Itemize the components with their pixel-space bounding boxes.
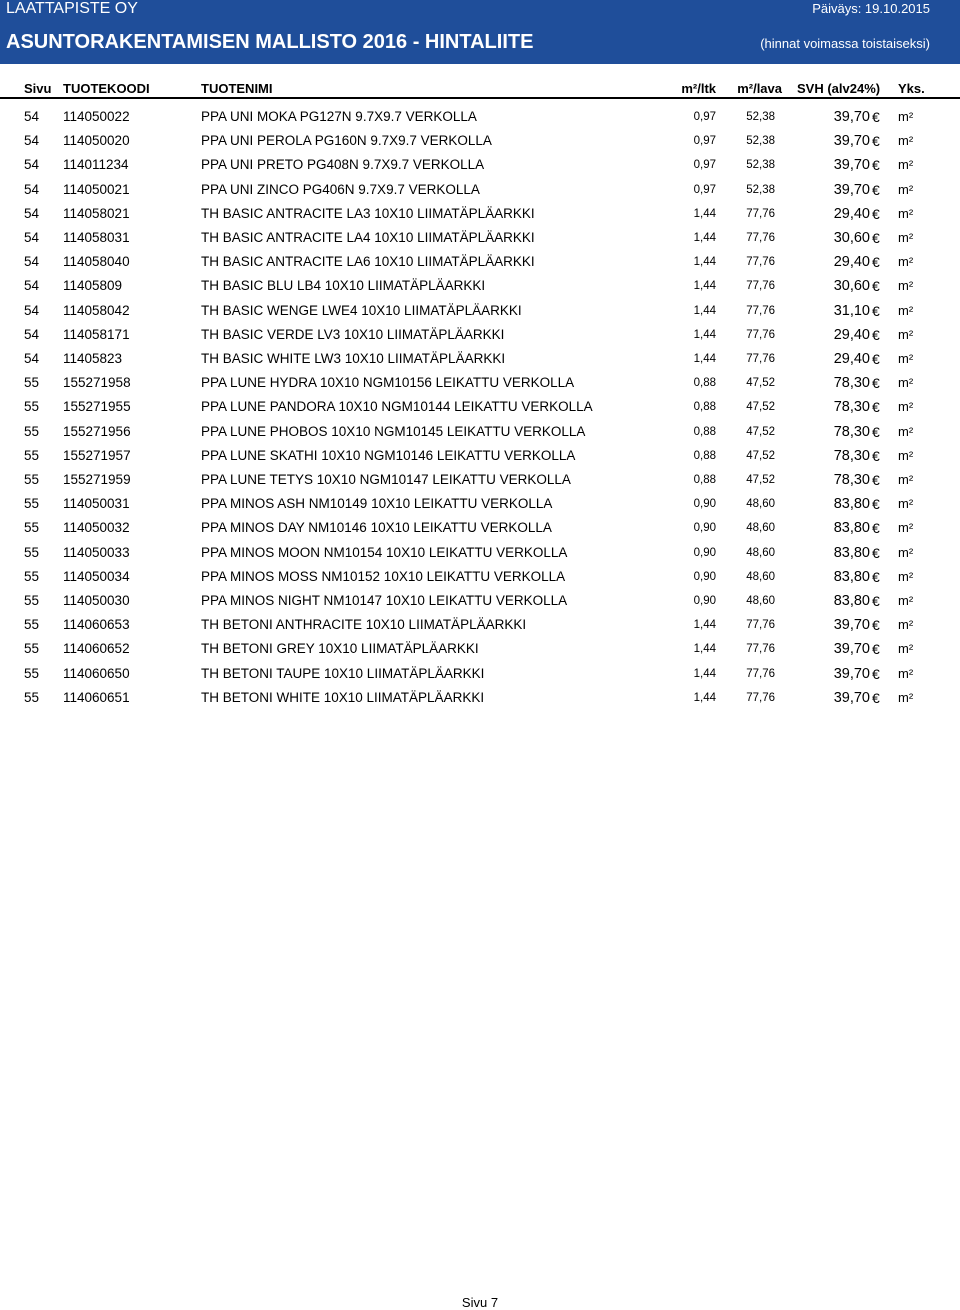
table-row: [0, 228, 960, 248]
row-m2-per-pallet: 77,76: [746, 232, 775, 244]
row-unit: m²: [898, 496, 914, 512]
row-currency: €: [872, 205, 880, 222]
row-currency: €: [872, 568, 880, 585]
company-name: LAATTAPISTE OY: [6, 0, 138, 17]
row-page: 55: [24, 617, 40, 633]
row-product-name: PPA MINOS MOON NM10154 10X10 LEIKATTU VERKOLLA: [201, 544, 568, 560]
row-page: 54: [24, 205, 40, 221]
row-price: 83,80: [833, 496, 870, 513]
row-unit: m²: [898, 399, 914, 415]
row-currency: €: [872, 641, 880, 658]
row-price: 78,30: [833, 375, 870, 392]
row-m2-per-box: 1,44: [693, 280, 716, 293]
table-row: [0, 664, 960, 684]
row-price: 78,30: [833, 447, 870, 464]
row-currency: €: [872, 617, 880, 634]
row-currency: €: [872, 593, 880, 609]
row-page: 54: [24, 278, 40, 294]
row-currency: €: [872, 520, 880, 537]
row-m2-per-box: 0,88: [693, 377, 716, 390]
document-date: Päiväys: 19.10.2015: [812, 1, 930, 16]
row-unit: m²: [898, 109, 914, 124]
row-unit: m²: [898, 641, 914, 657]
row-m2-per-box: 0,97: [693, 135, 716, 148]
row-product-name: TH BETONI ANTHRACITE 10X10 LIIMATÄPLÄARKKI: [201, 617, 527, 633]
row-m2-per-pallet: 48,60: [746, 546, 775, 559]
row-m2-per-box: 0,97: [693, 111, 716, 123]
row-price: 29,40: [833, 254, 870, 271]
row-price: 39,70: [833, 665, 870, 682]
row-currency: €: [872, 423, 880, 440]
row-product-name: PPA MINOS ASH NM10149 10X10 LEIKATTU VERKOLLA: [201, 496, 553, 512]
row-page: 54: [24, 254, 40, 270]
row-currency: €: [872, 399, 880, 416]
row-product-code: 155271958: [63, 375, 131, 391]
row-unit: m²: [898, 447, 914, 463]
row-unit: m²: [898, 326, 914, 342]
row-page: 54: [24, 326, 40, 342]
row-product-name: PPA UNI MOKA PG127N 9.7X9.7 VERKOLLA: [201, 109, 477, 124]
row-m2-per-box: 1,44: [693, 256, 716, 269]
row-currency: €: [872, 351, 880, 367]
table-row: [0, 155, 960, 175]
row-price: 39,70: [833, 617, 870, 634]
row-currency: €: [872, 157, 880, 174]
row-m2-per-pallet: 48,60: [746, 595, 775, 607]
row-unit: m²: [898, 157, 914, 173]
table-row: [0, 252, 960, 272]
row-m2-per-box: 0,88: [693, 401, 716, 414]
row-price: 39,70: [833, 109, 870, 125]
row-unit: m²: [898, 689, 914, 705]
row-product-code: 114060650: [63, 665, 130, 681]
row-m2-per-pallet: 47,52: [746, 474, 775, 486]
row-product-name: TH BETONI GREY 10X10 LIIMATÄPLÄARKKI: [201, 641, 479, 657]
row-product-code: 114060652: [63, 641, 130, 657]
row-price: 78,30: [833, 399, 870, 416]
row-m2-per-box: 1,44: [693, 691, 716, 704]
row-price: 31,10: [833, 302, 870, 319]
row-unit: m²: [898, 351, 914, 366]
row-currency: €: [872, 496, 880, 513]
row-product-code: 11405809: [63, 278, 123, 294]
row-m2-per-pallet: 77,76: [746, 353, 775, 365]
row-price: 39,70: [833, 641, 870, 658]
row-m2-per-box: 0,90: [693, 522, 716, 535]
row-product-code: 114060653: [63, 617, 130, 633]
row-currency: €: [872, 544, 880, 561]
table-row: [0, 446, 960, 466]
row-m2-per-pallet: 47,52: [746, 377, 775, 390]
document-title: ASUNTORAKENTAMISEN MALLISTO 2016 - HINTALIITE: [6, 31, 534, 53]
row-m2-per-pallet: 77,76: [746, 207, 775, 220]
row-page: 55: [24, 472, 40, 487]
row-product-code: 114011234: [63, 157, 129, 173]
row-unit: m²: [898, 181, 914, 197]
row-product-name: PPA LUNE PHOBOS 10X10 NGM10145 LEIKATTU VERKOLLA: [201, 423, 586, 439]
row-m2-per-box: 1,44: [693, 328, 716, 341]
row-page: 54: [24, 109, 40, 124]
row-page: 55: [24, 593, 40, 608]
row-currency: €: [872, 326, 880, 343]
row-m2-per-box: 1,44: [693, 619, 716, 632]
row-product-name: PPA LUNE TETYS 10X10 NGM10147 LEIKATTU VERKOLLA: [201, 472, 571, 487]
row-m2-per-pallet: 47,52: [746, 401, 775, 414]
column-header-m2-per-box: m²/ltk: [681, 81, 716, 96]
header-divider: [0, 97, 960, 99]
row-product-name: TH BASIC ANTRACITE LA6 10X10 LIIMATÄPLÄARKKI: [201, 254, 535, 270]
row-price: 83,80: [833, 520, 870, 537]
row-currency: €: [872, 665, 880, 682]
row-price: 78,30: [833, 472, 870, 488]
row-page: 55: [24, 447, 40, 463]
row-m2-per-box: 0,88: [693, 474, 716, 486]
row-m2-per-pallet: 77,76: [746, 256, 775, 269]
row-product-code: 114050032: [63, 520, 130, 536]
row-unit: m²: [898, 375, 914, 391]
row-product-name: PPA LUNE PANDORA 10X10 NGM10144 LEIKATTU VERKOLLA: [201, 399, 593, 415]
table-row: [0, 688, 960, 708]
row-unit: m²: [898, 133, 914, 149]
row-m2-per-box: 0,90: [693, 498, 716, 511]
column-header-page: Sivu: [24, 81, 52, 96]
row-price: 39,70: [833, 133, 870, 150]
row-currency: €: [872, 689, 880, 706]
row-product-code: 114050020: [63, 133, 130, 149]
row-m2-per-pallet: 52,38: [746, 111, 775, 123]
row-price: 39,70: [833, 689, 870, 706]
row-m2-per-pallet: 47,52: [746, 449, 775, 462]
row-unit: m²: [898, 544, 914, 560]
row-page: 55: [24, 544, 40, 560]
row-product-code: 11405823: [63, 351, 123, 366]
row-m2-per-box: 0,88: [693, 425, 716, 438]
row-page: 55: [24, 568, 40, 584]
header-band: [0, 0, 960, 64]
table-row: [0, 494, 960, 514]
row-page: 55: [24, 399, 40, 415]
row-product-name: TH BASIC ANTRACITE LA3 10X10 LIIMATÄPLÄARKKI: [201, 205, 535, 221]
row-product-code: 114058042: [63, 302, 130, 318]
row-product-name: PPA MINOS DAY NM10146 10X10 LEIKATTU VERKOLLA: [201, 520, 552, 536]
row-m2-per-box: 0,90: [693, 595, 716, 607]
row-product-code: 155271959: [63, 472, 131, 487]
table-row: [0, 543, 960, 563]
row-m2-per-pallet: 52,38: [746, 183, 775, 196]
row-product-name: TH BASIC ANTRACITE LA4 10X10 LIIMATÄPLÄARKKI: [201, 230, 535, 245]
row-page: 55: [24, 520, 40, 536]
row-product-code: 114058171: [63, 326, 130, 342]
row-m2-per-box: 0,97: [693, 183, 716, 196]
row-unit: m²: [898, 472, 914, 487]
row-price: 39,70: [833, 157, 870, 174]
row-price: 30,60: [833, 230, 870, 246]
table-row: [0, 373, 960, 393]
column-header-m2-per-pallet: m²/lava: [737, 81, 782, 96]
row-currency: €: [872, 230, 880, 246]
row-product-code: 114060651: [63, 689, 130, 705]
row-product-name: PPA LUNE SKATHI 10X10 NGM10146 LEIKATTU VERKOLLA: [201, 447, 576, 463]
row-page: 55: [24, 375, 40, 391]
row-product-name: PPA LUNE HYDRA 10X10 NGM10156 LEIKATTU VERKOLLA: [201, 375, 575, 391]
row-currency: €: [872, 181, 880, 198]
row-m2-per-pallet: 77,76: [746, 643, 775, 656]
table-row: [0, 397, 960, 417]
row-product-code: 114050030: [63, 593, 130, 608]
price-validity-note: (hinnat voimassa toistaiseksi): [760, 36, 930, 51]
row-currency: €: [872, 472, 880, 488]
table-row: [0, 567, 960, 587]
row-m2-per-pallet: 77,76: [746, 304, 775, 317]
row-page: 54: [24, 181, 40, 197]
row-unit: m²: [898, 665, 914, 681]
row-product-code: 114058021: [63, 205, 130, 221]
row-m2-per-box: 1,44: [693, 643, 716, 656]
row-price: 29,40: [833, 205, 870, 222]
table-row: [0, 107, 960, 127]
row-unit: m²: [898, 230, 914, 245]
row-product-code: 114050021: [63, 181, 130, 197]
row-product-name: PPA UNI PRETO PG408N 9.7X9.7 VERKOLLA: [201, 157, 485, 173]
row-price: 83,80: [833, 544, 870, 561]
row-m2-per-box: 1,44: [693, 667, 716, 680]
table-row: [0, 518, 960, 538]
row-m2-per-pallet: 77,76: [746, 328, 775, 341]
row-page: 55: [24, 665, 40, 681]
row-page: 55: [24, 423, 40, 439]
row-m2-per-pallet: 48,60: [746, 522, 775, 535]
row-unit: m²: [898, 278, 914, 294]
column-header-name: TUOTENIMI: [201, 81, 273, 96]
column-header-price: SVH (alv24%): [797, 81, 881, 96]
row-product-name: PPA UNI PEROLA PG160N 9.7X9.7 VERKOLLA: [201, 133, 492, 149]
row-product-code: 155271956: [63, 423, 131, 439]
row-product-code: 155271955: [63, 399, 131, 415]
page-number: Sivu 7: [461, 1295, 499, 1310]
row-page: 54: [24, 230, 40, 245]
row-m2-per-pallet: 48,60: [746, 498, 775, 511]
row-product-name: PPA UNI ZINCO PG406N 9.7X9.7 VERKOLLA: [201, 181, 480, 197]
row-currency: €: [872, 109, 880, 125]
row-m2-per-box: 1,44: [693, 304, 716, 317]
row-product-code: 114050033: [63, 544, 130, 560]
row-price: 78,30: [833, 423, 870, 440]
row-m2-per-pallet: 77,76: [746, 619, 775, 632]
row-unit: m²: [898, 205, 914, 221]
table-row: [0, 204, 960, 224]
table-row: [0, 470, 960, 490]
row-page: 54: [24, 133, 40, 149]
row-m2-per-pallet: 52,38: [746, 135, 775, 148]
row-currency: €: [872, 133, 880, 150]
row-page: 55: [24, 496, 40, 512]
row-product-name: TH BASIC WHITE LW3 10X10 LIIMATÄPLÄARKKI: [201, 351, 506, 366]
row-price: 30,60: [833, 278, 870, 295]
row-currency: €: [872, 278, 880, 295]
row-product-code: 114050031: [63, 496, 130, 512]
row-unit: m²: [898, 254, 914, 270]
row-m2-per-box: 0,88: [693, 449, 716, 462]
table-row: [0, 591, 960, 611]
table-row: [0, 180, 960, 200]
row-product-name: TH BETONI TAUPE 10X10 LIIMATÄPLÄARKKI: [201, 665, 485, 681]
row-product-name: TH BETONI WHITE 10X10 LIIMATÄPLÄARKKI: [201, 689, 485, 705]
row-product-code: 114058040: [63, 254, 130, 270]
row-product-code: 114058031: [63, 230, 130, 245]
table-row: [0, 349, 960, 369]
row-m2-per-box: 1,44: [693, 232, 716, 244]
row-product-name: PPA MINOS NIGHT NM10147 10X10 LEIKATTU VERKOLLA: [201, 593, 568, 608]
row-currency: €: [872, 375, 880, 392]
table-row: [0, 276, 960, 296]
table-row: [0, 422, 960, 442]
table-row: [0, 639, 960, 659]
row-m2-per-pallet: 77,76: [746, 691, 775, 704]
row-product-name: TH BASIC BLU LB4 10X10 LIIMATÄPLÄARKKI: [201, 278, 486, 294]
row-m2-per-box: 1,44: [693, 353, 716, 365]
row-unit: m²: [898, 423, 914, 439]
row-price: 83,80: [833, 568, 870, 585]
row-m2-per-box: 0,90: [693, 546, 716, 559]
row-unit: m²: [898, 520, 914, 536]
row-currency: €: [872, 302, 880, 319]
table-row: [0, 301, 960, 321]
row-unit: m²: [898, 568, 914, 584]
table-row: [0, 131, 960, 151]
row-unit: m²: [898, 593, 914, 608]
column-header-code: TUOTEKOODI: [63, 81, 150, 96]
row-product-name: TH BASIC VERDE LV3 10X10 LIIMATÄPLÄARKKI: [201, 326, 505, 342]
row-currency: €: [872, 254, 880, 271]
row-page: 54: [24, 351, 40, 366]
row-product-name: PPA MINOS MOSS NM10152 10X10 LEIKATTU VERKOLLA: [201, 568, 566, 584]
column-header-unit: Yks.: [898, 81, 925, 96]
row-page: 55: [24, 641, 40, 657]
table-row: [0, 325, 960, 345]
row-m2-per-box: 0,97: [693, 159, 716, 172]
row-product-code: 155271957: [63, 447, 131, 463]
row-page: 54: [24, 157, 40, 173]
row-m2-per-pallet: 52,38: [746, 159, 775, 172]
row-m2-per-pallet: 77,76: [746, 667, 775, 680]
row-unit: m²: [898, 302, 914, 318]
row-price: 39,70: [833, 181, 870, 198]
row-price: 29,40: [833, 326, 870, 343]
row-price: 29,40: [833, 351, 870, 367]
row-m2-per-box: 0,90: [693, 570, 716, 583]
row-page: 55: [24, 689, 40, 705]
row-product-code: 114050034: [63, 568, 130, 584]
table-row: [0, 615, 960, 635]
row-m2-per-box: 1,44: [693, 207, 716, 220]
row-currency: €: [872, 447, 880, 464]
row-product-name: TH BASIC WENGE LWE4 10X10 LIIMATÄPLÄARKKI: [201, 302, 522, 318]
row-page: 54: [24, 302, 40, 318]
row-price: 83,80: [833, 593, 870, 609]
row-m2-per-pallet: 48,60: [746, 570, 775, 583]
row-unit: m²: [898, 617, 914, 633]
row-m2-per-pallet: 47,52: [746, 425, 775, 438]
row-product-code: 114050022: [63, 109, 130, 124]
row-m2-per-pallet: 77,76: [746, 280, 775, 293]
